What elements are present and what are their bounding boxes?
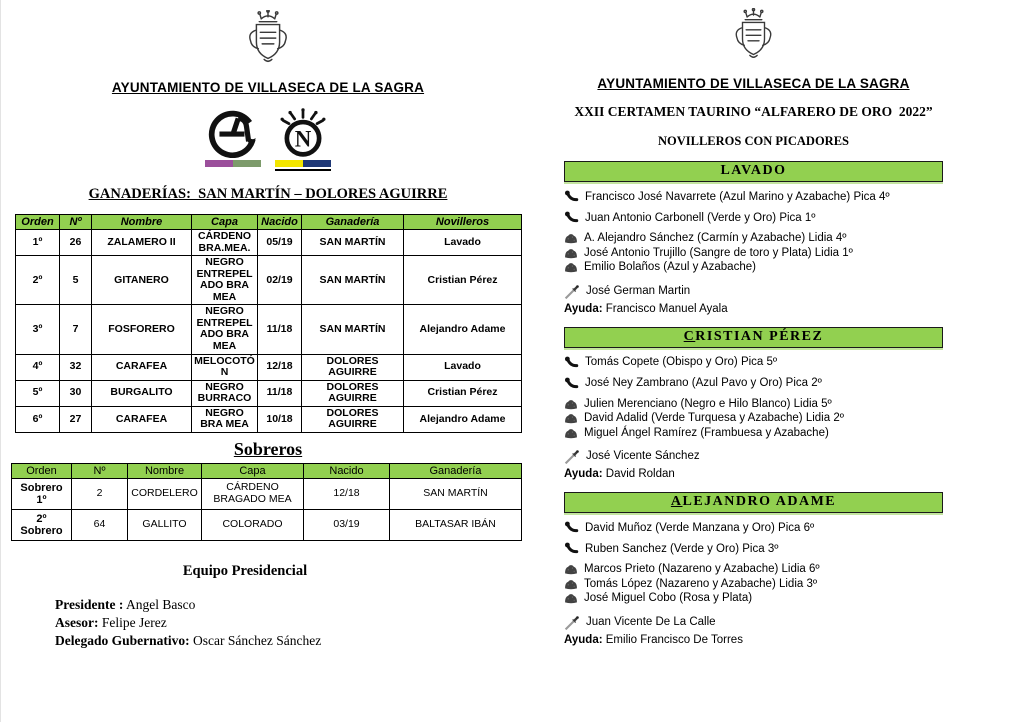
table-row xyxy=(16,406,522,432)
table-cell: 5º xyxy=(16,380,60,406)
table-cell: NEGRO BURRACO xyxy=(192,380,258,406)
montera-icon xyxy=(564,399,578,410)
column-header: Nacido xyxy=(304,463,390,478)
table-cell: FOSFORERO xyxy=(92,305,192,354)
table-cell: ZALAMERO II xyxy=(92,230,192,256)
sword-icon xyxy=(564,449,580,465)
sobreros-table-header-row xyxy=(12,463,522,478)
sword-icon xyxy=(564,284,580,300)
banner-first-letter: A xyxy=(670,494,683,509)
municipal-crest-icon xyxy=(726,8,781,68)
table-row xyxy=(16,354,522,380)
right-page xyxy=(564,0,943,646)
table-cell: CARAFEA xyxy=(92,406,192,432)
novilleros-sections xyxy=(564,161,943,646)
table-cell: 27 xyxy=(60,406,92,432)
montera-icon xyxy=(564,413,578,424)
list-item xyxy=(564,356,943,371)
section-banner xyxy=(564,492,943,513)
table-cell: 2º Sobrero xyxy=(12,510,72,541)
pica-icon xyxy=(564,356,579,371)
equipo-person-name: Felipe Jerez xyxy=(98,615,167,631)
ayuda-line xyxy=(564,634,943,646)
mozo-espadas-name: José Vicente Sánchez xyxy=(586,450,700,463)
novillero-section xyxy=(564,327,943,481)
equipo-role-label: Delegado Gubernativo: xyxy=(55,632,190,648)
list-item xyxy=(564,284,943,300)
table-cell: 05/19 xyxy=(258,230,302,256)
list-item xyxy=(564,615,943,631)
sobreros-heading: Sobreros xyxy=(233,438,303,459)
pica-icon xyxy=(564,377,579,392)
table-cell: COLORADO xyxy=(202,510,304,541)
logos-row xyxy=(15,108,521,171)
pica-icon xyxy=(564,521,579,536)
breeders-association-logo xyxy=(205,108,261,171)
table-row xyxy=(16,256,522,305)
table-cell: 03/19 xyxy=(304,510,390,541)
table-cell: DOLORES AGUIRRE xyxy=(302,406,404,432)
table-cell: 4º xyxy=(16,354,60,380)
crowned-n-icon xyxy=(277,108,329,158)
equipo-line xyxy=(55,632,521,650)
montera-icon xyxy=(564,248,578,259)
picador-entry: David Muñoz (Verde Manzana y Oro) Pica 6º xyxy=(585,521,815,534)
column-header: Orden xyxy=(12,463,72,478)
table-cell: BALTASAR IBÁN xyxy=(390,510,522,541)
ayuda-name: Francisco Manuel Ayala xyxy=(602,302,728,315)
ayuda-line xyxy=(564,468,943,480)
equipo-presidencial-heading: Equipo Presidencial xyxy=(182,563,308,580)
list-item xyxy=(564,427,943,441)
table-row xyxy=(12,510,522,541)
table-cell: SAN MARTÍN xyxy=(302,230,404,256)
pica-icon xyxy=(564,190,579,205)
list-item xyxy=(564,232,943,246)
table-cell: 6º xyxy=(16,406,60,432)
montera-icon xyxy=(564,564,578,575)
ayuda-label: Ayuda: xyxy=(564,302,603,315)
equipo-role-label: Presidente : xyxy=(55,597,124,613)
table-cell: NEGRO BRA MEA xyxy=(192,406,258,432)
column-header: Capa xyxy=(192,215,258,230)
table-cell: BURGALITO xyxy=(92,380,192,406)
table-cell: 26 xyxy=(60,230,92,256)
montera-icon xyxy=(564,233,578,244)
column-header: Novilleros xyxy=(404,215,522,230)
equipo-presidencial-list xyxy=(55,596,521,649)
list-item xyxy=(564,377,943,392)
banderillero-entry: Emilio Bolaños (Azul y Azabache) xyxy=(584,261,756,273)
picador-entry: Tomás Copete (Obispo y Oro) Pica 5º xyxy=(585,356,778,369)
table-cell: NEGRO ENTREPELADO BRA MEA xyxy=(192,256,258,305)
banderillero-entry: David Adalid (Verde Turquesa y Azabache) Lidia 2º xyxy=(584,412,844,424)
banderillero-entry: Tomás López (Nazareno y Azabache) Lidia 3º xyxy=(584,577,818,590)
logo-color-bar xyxy=(275,160,331,171)
section-items xyxy=(564,190,943,315)
table-cell: 64 xyxy=(72,510,128,541)
section-items xyxy=(564,356,943,481)
banderillero-entry: Marcos Prieto (Nazareno y Azabache) Lidia 6º xyxy=(584,563,820,575)
section-items xyxy=(564,521,943,646)
union-criadores-logo xyxy=(275,108,331,171)
sobreros-table xyxy=(11,463,522,541)
montera-icon xyxy=(564,428,578,439)
table-cell: DOLORES AGUIRRE xyxy=(302,380,404,406)
table-cell: Cristian Pérez xyxy=(404,256,522,305)
table-cell: CÁRDENO BRAGADO MEA xyxy=(202,478,304,509)
table-cell: CÁRDENO BRA.MEA. xyxy=(192,230,258,256)
column-header: Nombre xyxy=(128,463,202,478)
banderillero-entry: A. Alejandro Sánchez (Carmín y Azabache) Lidia 4º xyxy=(584,232,847,244)
ganaderias-table-header-row xyxy=(16,215,522,230)
equipo-role-label: Asesor: xyxy=(55,615,99,631)
montera-icon xyxy=(564,579,578,590)
table-cell: SAN MARTÍN xyxy=(302,256,404,305)
ayuda-name: David Roldan xyxy=(602,468,675,480)
certamen-title: XXII CERTAMEN TAURINO “ALFARERO DE ORO 2022” xyxy=(574,104,933,119)
breeders-association-monogram-icon xyxy=(207,108,259,158)
novillero-section xyxy=(564,492,943,646)
list-item xyxy=(564,449,943,465)
table-cell: 30 xyxy=(60,380,92,406)
list-item xyxy=(564,412,943,426)
picador-entry: José Ney Zambrano (Azul Pavo y Oro) Pica 2º xyxy=(585,377,822,390)
table-cell: Lavado xyxy=(404,230,522,256)
equipo-person-name: Oscar Sánchez Sánchez xyxy=(189,632,322,648)
column-header: Nº xyxy=(72,463,128,478)
pica-icon xyxy=(564,211,579,226)
banderillero-entry: Miguel Ángel Ramírez (Frambuesa y Azabache) xyxy=(584,426,829,439)
list-item xyxy=(564,211,943,226)
picador-entry: Ruben Sanchez (Verde y Oro) Pica 3º xyxy=(585,542,779,555)
ganaderias-table xyxy=(15,214,522,433)
picador-entry: Juan Antonio Carbonell (Verde y Oro) Pica 1º xyxy=(585,211,816,224)
svg-text:N: N xyxy=(294,126,312,152)
column-header: Orden xyxy=(16,215,60,230)
left-page-title: AYUNTAMIENTO DE VILLASECA DE LA SAGRA xyxy=(111,80,425,95)
table-row xyxy=(16,305,522,354)
table-cell: NEGRO ENTREPELADO BRA MEA xyxy=(192,305,258,354)
table-cell: 11/18 xyxy=(258,380,302,406)
left-page xyxy=(15,0,521,650)
table-cell: 2º xyxy=(16,256,60,305)
banner-first-letter: C xyxy=(683,328,696,344)
list-item xyxy=(564,261,943,275)
table-row xyxy=(16,230,522,256)
table-cell: 12/18 xyxy=(304,478,390,509)
column-header: Ganadería xyxy=(390,463,522,478)
mozo-espadas-name: Juan Vicente De La Calle xyxy=(586,615,716,628)
table-cell: CARAFEA xyxy=(92,354,192,380)
ayuda-label: Ayuda: xyxy=(564,468,603,480)
table-cell: SAN MARTÍN xyxy=(302,305,404,354)
table-cell: 3º xyxy=(16,305,60,354)
list-item xyxy=(564,521,943,536)
ganaderias-heading: GANADERÍAS: SAN MARTÍN – DOLORES AGUIRRE xyxy=(88,186,448,202)
table-cell: GITANERO xyxy=(92,256,192,305)
list-item xyxy=(564,247,943,261)
table-row xyxy=(12,478,522,509)
table-cell: GALLITO xyxy=(128,510,202,541)
banner-title-rest: RISTIAN PÉREZ xyxy=(695,328,824,344)
logo-color-bar xyxy=(205,160,261,167)
equipo-line xyxy=(55,596,521,614)
column-header: Capa xyxy=(202,463,304,478)
equipo-person-name: Angel Basco xyxy=(123,597,196,613)
table-cell: Sobrero 1º xyxy=(12,478,72,509)
banderillero-entry: José Antonio Trujillo (Sangre de toro y Plata) Lidia 1º xyxy=(584,246,853,259)
table-cell: 7 xyxy=(60,305,92,354)
novilleros-subtitle: NOVILLEROS CON PICADORES xyxy=(657,134,849,148)
table-cell: SAN MARTÍN xyxy=(390,478,522,509)
list-item xyxy=(564,578,943,592)
novillero-section xyxy=(564,161,943,315)
ayuda-label: Ayuda: xyxy=(564,633,603,646)
table-cell: 11/18 xyxy=(258,305,302,354)
table-cell: Alejandro Adame xyxy=(404,406,522,432)
table-cell: 02/19 xyxy=(258,256,302,305)
section-banner xyxy=(564,327,943,348)
equipo-line xyxy=(55,614,521,632)
section-banner: LAVADO xyxy=(564,161,943,182)
banderillero-entry: Julien Merenciano (Negro e Hilo Blanco) Lidia 5º xyxy=(584,397,832,410)
mozo-espadas-name: José German Martin xyxy=(586,284,691,297)
list-item xyxy=(564,563,943,577)
sword-icon xyxy=(564,615,580,631)
right-page-title: AYUNTAMIENTO DE VILLASECA DE LA SAGRA xyxy=(597,76,910,91)
table-cell: 12/18 xyxy=(258,354,302,380)
list-item xyxy=(564,592,943,606)
column-header: Nº xyxy=(60,215,92,230)
ayuda-name: Emilio Francisco De Torres xyxy=(602,633,743,646)
pica-icon xyxy=(564,542,579,557)
list-item xyxy=(564,398,943,412)
ayuda-line xyxy=(564,303,943,315)
table-cell: 2 xyxy=(72,478,128,509)
table-cell: 32 xyxy=(60,354,92,380)
picador-entry: Francisco José Navarrete (Azul Marino y Azabache) Pica 4º xyxy=(585,190,890,203)
column-header: Ganadería xyxy=(302,215,404,230)
table-cell: Lavado xyxy=(404,354,522,380)
table-cell: DOLORES AGUIRRE xyxy=(302,354,404,380)
banner-title-rest: LEJANDRO ADAME xyxy=(682,494,837,509)
column-header: Nombre xyxy=(92,215,192,230)
table-cell: Cristian Pérez xyxy=(404,380,522,406)
table-cell: CORDELERO xyxy=(128,478,202,509)
montera-icon xyxy=(564,262,578,273)
banderillero-entry: José Miguel Cobo (Rosa y Plata) xyxy=(584,592,753,604)
municipal-crest-icon xyxy=(239,10,297,72)
table-cell: Alejandro Adame xyxy=(404,305,522,354)
table-cell: 10/18 xyxy=(258,406,302,432)
table-cell: 5 xyxy=(60,256,92,305)
table-cell: 1º xyxy=(16,230,60,256)
list-item xyxy=(564,542,943,557)
table-row xyxy=(16,380,522,406)
table-cell: MELOCOTÓN xyxy=(192,354,258,380)
montera-icon xyxy=(564,593,578,604)
list-item xyxy=(564,190,943,205)
column-header: Nacido xyxy=(258,215,302,230)
